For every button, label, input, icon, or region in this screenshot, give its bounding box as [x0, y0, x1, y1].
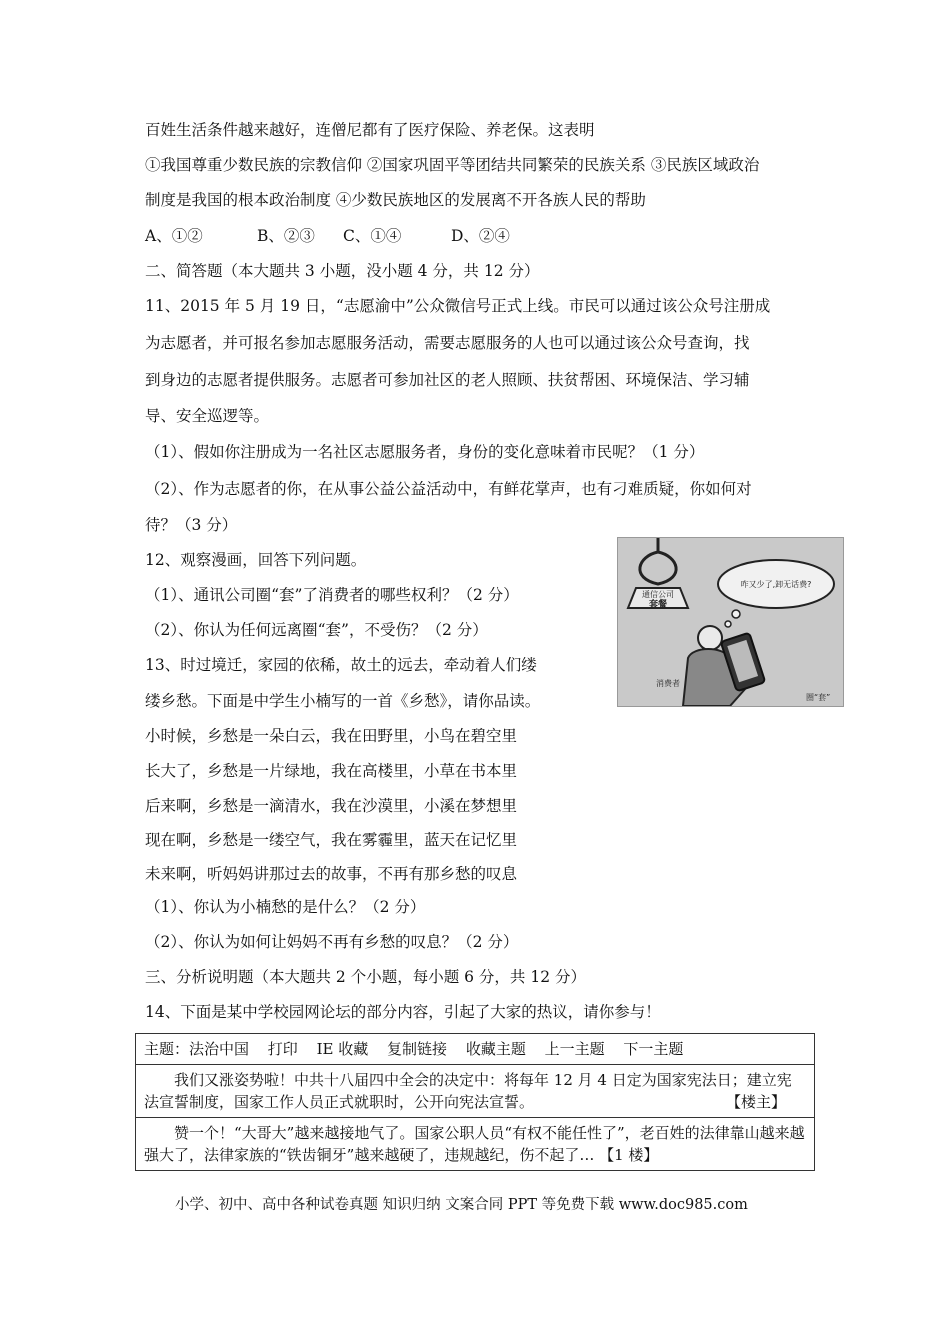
section2-title: 二、简答题（本大题共 3 小题，没小题 4 分，共 12 分） [145, 262, 540, 280]
q12-sub1: （1）、通讯公司圈“套”了消费者的哪些权利？（2 分） [145, 586, 519, 604]
poem-line-5: 未来啊，听妈妈讲那过去的故事，不再有那乡愁的叹息 [145, 865, 518, 883]
comic-image [617, 537, 844, 707]
forum-copy-link[interactable]: 复制链接 [387, 1040, 448, 1058]
person-label: 消费者 [656, 679, 680, 688]
option-c: C、①④ [343, 227, 402, 245]
q11-sub2b: 待？（3 分） [145, 516, 238, 534]
post-1-tag: 【楼主】 [725, 1093, 786, 1111]
q13-sub2: （2）、你认为如何让妈妈不再有乡愁的叹息？（2 分） [145, 933, 519, 951]
q14-stem: 14、下面是某中学校园网论坛的部分内容，引起了大家的热议，请你参与！ [145, 1003, 661, 1021]
page-footer: 小学、初中、高中各种试卷真题 知识归纳 文案合同 PPT 等免费下载 www.doc985.com [175, 1197, 748, 1213]
comic-caption: 圈“套” [806, 693, 831, 702]
forum-favorite-link[interactable]: IE 收藏 [316, 1040, 369, 1058]
q11-line2: 为志愿者，并可报名参加志愿服务活动，需要志愿服务的人也可以通过该公众号查询，找 [145, 334, 750, 352]
q12-sub2: （2）、你认为任何远离圈“套”，不受伤？（2 分） [145, 621, 488, 639]
poem-line-2: 长大了，乡愁是一片绿地，我在高楼里，小草在书本里 [145, 762, 518, 780]
q11-line1: 11、2015 年 5 月 19 日，“志愿渝中”公众微信号正式上线。市民可以通过该公众号注册成 [145, 297, 771, 315]
q13-line2: 缕乡愁。下面是中学生小楠写的一首《乡愁》，请你品读。 [145, 692, 541, 710]
q10-line3: 制度是我国的根本政治制度 ④少数民族地区的发展离不开各族人民的帮助 [145, 191, 646, 209]
bubble-text: 咋又少了,卸无话费? [740, 580, 812, 589]
q10-line1: 百姓生活条件越来越好，连僧尼都有了医疗保险、养老保。这表明 [145, 121, 595, 139]
section3-title: 三、分析说明题（本大题共 2 个小题，每小题 6 分，共 12 分） [145, 968, 587, 986]
poem-line-1: 小时候，乡愁是一朵白云，我在田野里，小鸟在碧空里 [145, 727, 518, 745]
forum-post-1 [136, 1065, 814, 1118]
q11-sub2a: （2）、作为志愿者的你，在从事公益公益活动中，有鲜花掌声，也有刁难质疑，你如何对 [145, 480, 752, 498]
q11-line3: 到身边的志愿者提供服务。志愿者可参加社区的老人照顾、扶贫帮困、环境保洁、学习辅 [145, 371, 750, 389]
q11-line4: 导、安全巡逻等。 [145, 407, 270, 425]
option-a: A、①② [145, 227, 203, 245]
forum-collect-link[interactable]: 收藏主题 [465, 1040, 526, 1058]
forum-header [136, 1034, 814, 1065]
option-d: D、②④ [451, 227, 510, 245]
poem-line-3: 后来啊，乡愁是一滴清水，我在沙漠里，小溪在梦想里 [145, 797, 518, 815]
noose-label-2: 套餐 [648, 600, 668, 610]
forum-prev-link[interactable]: 上一主题 [544, 1040, 605, 1058]
noose-label-1: 通信公司 [642, 590, 674, 599]
poem-line-4: 现在啊，乡愁是一缕空气，我在雾霾里，蓝天在记忆里 [145, 831, 518, 849]
q12-stem: 12、观察漫画，回答下列问题。 [145, 551, 367, 569]
forum-post-2 [136, 1118, 814, 1170]
forum-table [135, 1033, 815, 1171]
option-b: B、②③ [257, 227, 315, 245]
forum-next-link[interactable]: 下一主题 [623, 1040, 684, 1058]
q13-line1: 13、时过境迁，家园的依稀，故土的远去，牵动着人们缕 [145, 656, 537, 674]
q10-options [145, 226, 510, 246]
q11-sub1: （1）、假如你注册成为一名社区志愿服务者，身份的变化意味着市民呢？（1 分） [145, 443, 705, 461]
post-2-text: 赞一个！“大哥大”越来越接地气了。国家公职人员“有权不能任性了”，老百姓的法律靠山越来越强大了，法律家族的“铁齿铜牙”越来越硬了，违规越纪，伤不起了… 【1 楼】 [144, 1124, 805, 1164]
forum-print-link[interactable]: 打印 [267, 1040, 298, 1058]
q13-sub1: （1）、你认为小楠愁的是什么？（2 分） [145, 898, 426, 916]
q10-line2: ①我国尊重少数民族的宗教信仰 ②国家巩固平等团结共同繁荣的民族关系 ③民族区域政治 [145, 156, 760, 174]
comic-illustration [618, 538, 843, 706]
forum-topic: 主题：法治中国 [144, 1040, 250, 1058]
post-1-text: 我们又涨姿势啦！中共十八届四中全会的决定中：将每年 12 月 4 日定为国家宪法日；建立宪法宣誓制度，国家工作人员正式就职时，公开向宪法宣誓。 [144, 1071, 792, 1111]
